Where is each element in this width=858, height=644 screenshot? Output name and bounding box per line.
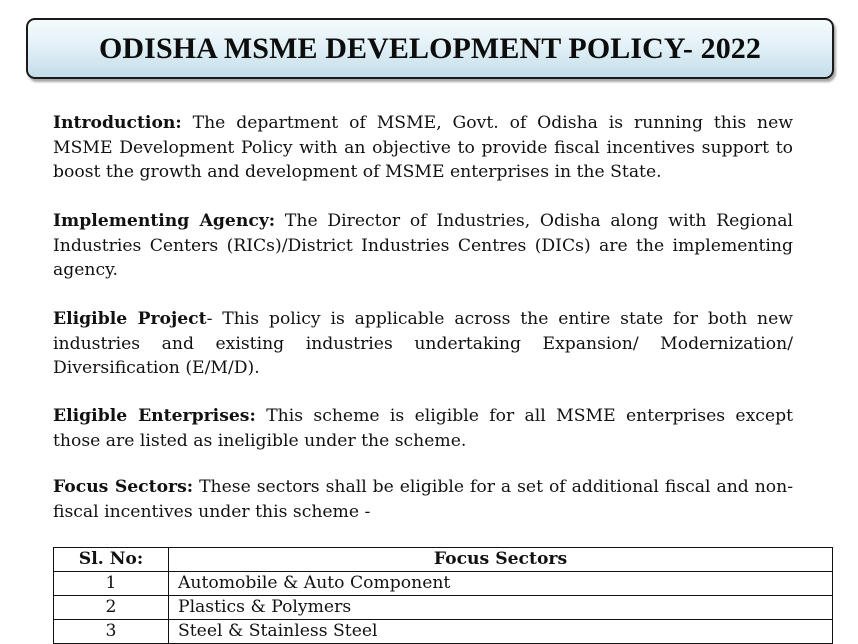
section-text: These sectors shall be eligible for a set of additional fiscal and non-fiscal incentives under this scheme -	[53, 477, 794, 522]
section-focus-sectors	[53, 475, 793, 524]
section-text: The Director of Industries, Odisha along with Regional Industries Centers (RICs)/District Industries Centres (DICs) are the implementing agency.	[53, 211, 793, 280]
section-eligible-project	[53, 307, 793, 381]
section-text: The department of MSME, Govt. of Odisha is running this new MSME Development Policy with an objective to provide fiscal incentives support to boost the growth and development of MSME enterprises in the State.	[53, 113, 793, 182]
column-header-sl-no: Sl. No:	[54, 548, 169, 572]
section-text: - This policy is applicable across the entire state for both new industries and existing industries undertaking Expansion/ Modernization/ Diversification (E/M/D).	[53, 309, 793, 378]
section-implementing-agency	[53, 209, 793, 283]
table-cell-sector: Plastics & Polymers	[169, 596, 833, 620]
table-header-row	[54, 548, 833, 572]
section-label: Eligible Enterprises:	[53, 406, 256, 426]
table-cell-sl-no: 3	[54, 620, 169, 644]
title-banner	[26, 18, 834, 79]
section-label: Implementing Agency:	[53, 211, 276, 231]
table-cell-sl-no: 1	[54, 572, 169, 596]
section-label: Focus Sectors:	[53, 477, 194, 497]
page-title: ODISHA MSME DEVELOPMENT POLICY- 2022	[98, 31, 762, 65]
column-header-focus-sectors: Focus Sectors	[169, 548, 833, 572]
table-cell-sector: Steel & Stainless Steel	[169, 620, 833, 644]
section-introduction	[53, 111, 793, 185]
table-row	[54, 572, 833, 596]
section-text: This scheme is eligible for all MSME enterprises except those are listed as ineligible under the scheme.	[53, 406, 793, 451]
section-eligible-enterprises	[53, 404, 793, 453]
table-row	[54, 596, 833, 620]
section-label: Introduction:	[53, 113, 182, 133]
table-cell-sl-no: 2	[54, 596, 169, 620]
section-label: Eligible Project	[53, 309, 207, 329]
focus-sectors-table	[53, 547, 833, 644]
table-cell-sector: Automobile & Auto Component	[169, 572, 833, 596]
